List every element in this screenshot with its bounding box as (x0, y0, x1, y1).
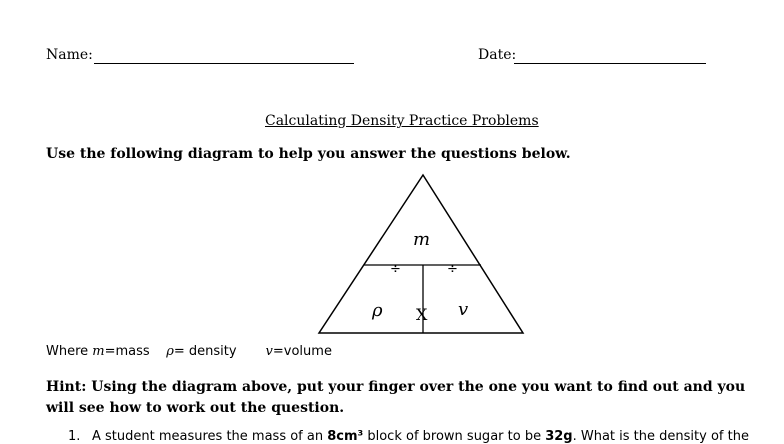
legend-volume-def: =volume (272, 344, 332, 359)
name-blank-line (94, 48, 354, 64)
question-number: 1. (68, 429, 81, 444)
legend-mass-var: m (92, 344, 105, 359)
instructions-text: Use the following diagram to help you answer the questions below. (46, 146, 571, 162)
density-symbol: ρ (372, 300, 383, 321)
divide-symbol-right: ÷ (447, 262, 458, 277)
density-triangle-diagram (310, 172, 530, 337)
name-label: Name: (46, 47, 93, 63)
volume-symbol: v (458, 299, 469, 320)
legend-density-def: = density (173, 344, 237, 359)
date-label: Date: (478, 47, 517, 63)
multiply-symbol: X (416, 305, 428, 324)
question-text-b: block of brown sugar to be (363, 429, 546, 444)
question-value-b: 32g (545, 429, 573, 444)
question-item (68, 429, 749, 444)
question-text-a: A student measures the mass of an (92, 429, 328, 444)
mass-symbol: m (413, 229, 431, 250)
legend-mass-def: =mass (104, 344, 150, 359)
question-text-c: . What is the density of the (572, 429, 749, 444)
legend-where: Where (46, 344, 89, 359)
divide-symbol-left: ÷ (390, 262, 401, 277)
legend-volume-var: v (265, 344, 273, 359)
question-value-a: 8cm³ (327, 429, 364, 444)
date-blank-line (514, 48, 706, 64)
legend-density-var: ρ (166, 344, 174, 359)
page-title: Calculating Density Practice Problems (265, 113, 539, 129)
hint-text: Hint: Using the diagram above, put your finger over the one you want to find out and you will see how to work out the question. (46, 379, 746, 416)
variable-legend (46, 344, 332, 359)
